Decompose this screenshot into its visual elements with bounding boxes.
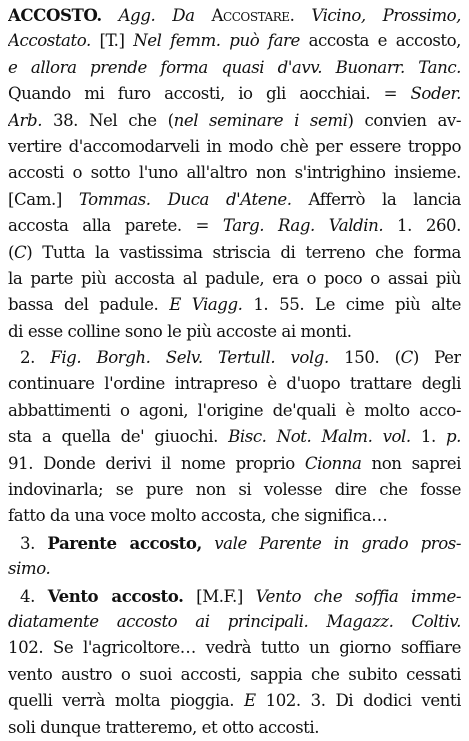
- text-segment: vertire d'accomodarveli in modo chè per essere troppo: [8, 136, 461, 156]
- text-segment: 150. (: [328, 348, 401, 368]
- italic-segment: vale Parente in grado pros-: [214, 533, 461, 553]
- text-line: [8, 688, 461, 714]
- text-segment: 1.: [410, 427, 446, 447]
- italic-segment: Targ. Rag. Valdin.: [222, 216, 384, 236]
- italic-segment: Cionna: [304, 453, 362, 473]
- text-segment: [102, 6, 119, 25]
- text-segment: Afferrò la lancia: [291, 189, 461, 209]
- text-line: [8, 556, 461, 582]
- text-line: [8, 2, 461, 28]
- text-line: [8, 55, 461, 81]
- text-segment: vento austro o suoi accosti, sappia che subito cessati: [8, 664, 461, 684]
- text-line: [8, 583, 461, 609]
- italic-segment: Vento che soffia imme-: [255, 586, 461, 606]
- text-segment: continuare l'ordine intrapreso è d'uopo trattare degli: [8, 374, 461, 394]
- text-segment: 2.: [20, 348, 51, 368]
- text-line: [8, 662, 461, 688]
- text-line: [8, 266, 461, 292]
- text-line: [8, 398, 461, 424]
- text-segment: (: [8, 242, 15, 262]
- text-segment: non saprei: [361, 453, 461, 473]
- text-segment: Quando mi furo accosti, io gli aocchiai. =: [8, 84, 411, 104]
- text-segment: 102. 3. Di dodici venti: [255, 691, 461, 711]
- text-line: [8, 160, 461, 186]
- text-line: [8, 134, 461, 160]
- italic-segment: E Viagg.: [169, 295, 243, 315]
- text-segment: soli dunque tratteremo, et otto accosti.: [8, 717, 320, 737]
- text-line: [8, 477, 461, 503]
- text-segment: sta a quella de' giuochi.: [8, 427, 229, 447]
- text-segment: 38. Nel che (: [42, 110, 174, 130]
- text-segment: [202, 534, 214, 553]
- text-segment: ) Tutta la vastissima striscia di terreno che forma: [26, 242, 461, 262]
- text-line: [8, 213, 461, 239]
- text-segment: 3.: [20, 533, 48, 553]
- italic-segment: e allora prende forma quasi d'avv. Buonarr. Tanc.: [8, 57, 461, 77]
- italic-segment: diatamente accosto ai principali. Magazz. Coltiv.: [8, 611, 461, 631]
- text-line: [8, 371, 461, 397]
- italic-segment: Arb.: [8, 110, 43, 130]
- text-line: [8, 81, 461, 107]
- italic-segment: Vicino, Prossimo,: [311, 6, 461, 25]
- italic-segment: simo.: [8, 559, 51, 579]
- text-segment: ) convien av-: [347, 110, 461, 130]
- text-segment: accosta e accosto,: [299, 31, 461, 51]
- italic-segment: Tommas. Duca d'Atene.: [78, 189, 292, 209]
- text-segment: 91. Donde derivi il nome proprio: [8, 453, 305, 473]
- text-segment: accosta alla parete. =: [8, 216, 223, 236]
- text-line: [8, 609, 461, 635]
- bold-term: Vento accosto.: [47, 585, 184, 606]
- text-segment: 4.: [20, 586, 48, 606]
- senses-list: [8, 345, 461, 741]
- italic-segment: Agg. Da: [118, 6, 212, 25]
- sense-3: [8, 530, 461, 583]
- text-segment: 1. 260.: [383, 216, 461, 236]
- text-segment: 1. 55. Le cime più alte: [242, 295, 461, 315]
- text-line: [8, 424, 461, 450]
- italic-segment: Soder.: [410, 84, 461, 104]
- text-line: [8, 530, 461, 556]
- text-line: [8, 635, 461, 661]
- text-line: [8, 503, 461, 529]
- italic-segment: Accostato.: [8, 31, 91, 51]
- italic-segment: C: [400, 348, 413, 368]
- text-line: [8, 108, 461, 134]
- text-segment: quelli verrà molta pioggia.: [8, 691, 245, 711]
- text-segment: ) Per: [412, 348, 461, 368]
- text-line: [8, 345, 461, 371]
- text-segment: accosti o sotto l'uno all'altro non s'intrighino insieme.: [8, 163, 461, 183]
- italic-segment: Nel femm. può fare: [133, 31, 300, 51]
- italic-segment: E: [244, 691, 256, 711]
- text-segment: abbattimenti o agoni, l'origine de'quali è molto acco-: [8, 400, 461, 420]
- sense-4: [8, 583, 461, 741]
- text-segment: [Cam.]: [8, 189, 79, 209]
- text-segment: .: [289, 6, 312, 25]
- bold-term: Parente accosto,: [47, 532, 202, 553]
- text-line: [8, 187, 461, 213]
- italic-segment: C: [14, 242, 27, 262]
- text-line: [8, 715, 461, 741]
- text-line: [8, 292, 461, 318]
- text-segment: di esse colline sono le più accoste ai monti.: [8, 321, 352, 341]
- text-segment: fatto da una voce molto accosta, che significa…: [8, 506, 388, 526]
- text-line: [8, 28, 461, 54]
- text-line: [8, 240, 461, 266]
- text-segment: 102. Se l'agricoltore… vedrà tutto un giorno soffiare: [8, 638, 461, 658]
- italic-segment: Fig. Borgh. Selv. Tertull. volg.: [50, 348, 329, 368]
- text-segment: bassa del padule.: [8, 295, 170, 315]
- text-segment: indovinarla; se pure non si volesse dire che fosse: [8, 480, 461, 500]
- entry-accosto: [8, 2, 461, 345]
- text-segment: [M.F.]: [183, 586, 256, 606]
- small-caps-segment: Accostare: [211, 6, 290, 25]
- text-line: [8, 319, 461, 345]
- text-segment: [T.]: [90, 31, 134, 51]
- italic-segment: p.: [446, 427, 461, 447]
- sense-2: [8, 345, 461, 530]
- text-line: [8, 451, 461, 477]
- text-segment: la parte più accosta al padule, era o poco o assai più: [8, 268, 461, 288]
- italic-segment: nel seminare i semi: [173, 110, 348, 130]
- italic-segment: Bisc. Not. Malm. vol.: [228, 427, 411, 447]
- bold-term: ACCOSTO.: [8, 5, 102, 25]
